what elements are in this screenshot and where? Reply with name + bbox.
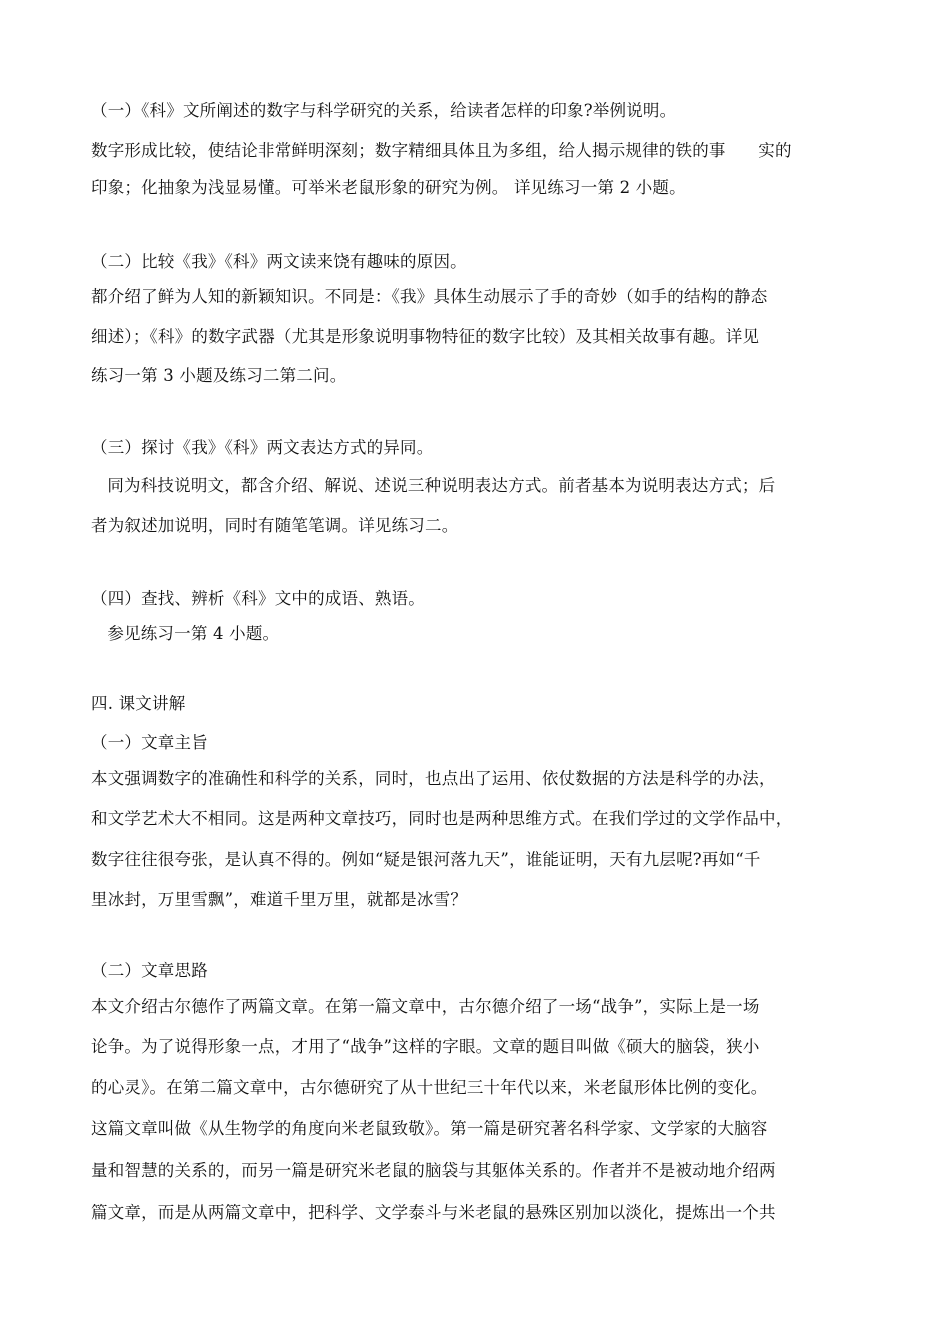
subsection-1-heading: （一）文章主旨 [91, 733, 208, 752]
section-4-line-1: 参见练习一第 4 小题。 [91, 624, 280, 643]
subsection-1-line-2: 和文学艺术大不相同。这是两种文章技巧，同时也是两种思维方式。在我们学过的文学作品中， [91, 809, 793, 828]
subsection-2-line-2: 论争。为了说得形象一点，才用了“战争”这样的字眼。文章的题目叫做《硕大的脑袋，狭小 [91, 1037, 760, 1056]
section-3-heading: （三）探讨《我》《科》两文表达方式的异同。 [91, 438, 434, 457]
section-3-line-1: 同为科技说明文，都含介绍、解说、述说三种说明表达方式。前者基本为说明表达方式；后 [91, 476, 776, 495]
subsection-2-heading: （二）文章思路 [91, 961, 208, 980]
subsection-1-line-3: 数字往往很夸张，是认真不得的。例如“疑是银河落九天”，谁能证明，天有九层呢?再如“千 [91, 850, 761, 869]
subsection-2-line-5: 量和智慧的关系的，而另一篇是研究米老鼠的脑袋与其躯体关系的。作者并不是被动地介绍两 [91, 1161, 776, 1180]
section-1-line-1: 数字形成比较，使结论非常鲜明深刻；数字精细具体且为多组，给人揭示规律的铁的事 实的 [91, 141, 792, 160]
section-3-line-2: 者为叙述加说明，同时有随笔笔调。详见练习二。 [91, 516, 459, 535]
part-4-title: 四. 课文讲解 [91, 694, 186, 713]
section-4-heading: （四）查找、辨析《科》文中的成语、熟语。 [91, 589, 425, 608]
subsection-1-line-1: 本文强调数字的准确性和科学的关系，同时，也点出了运用、依仗数据的方法是科学的办法， [91, 769, 776, 788]
section-2-line-2: 细述）；《科》的数字武器（尤其是形象说明事物特征的数字比较）及其相关故事有趣。详见 [91, 327, 760, 346]
section-1-line-2: 印象；化抽象为浅显易懂。可举米老鼠形象的研究为例。 详见练习一第 2 小题。 [91, 178, 686, 197]
subsection-1-line-4: 里冰封，万里雪飘”，难道千里万里，就都是冰雪？ [91, 890, 468, 909]
subsection-2-line-3: 的心灵》。在第二篇文章中，古尔德研究了从十世纪三十年代以来，米老鼠形体比例的变化。 [91, 1078, 768, 1097]
section-2-line-1: 都介绍了鲜为人知的新颖知识。不同是：《我》具体生动展示了手的奇妙（如手的结构的静态 [91, 287, 768, 306]
subsection-2-line-1: 本文介绍古尔德作了两篇文章。在第一篇文章中，古尔德介绍了一场“战争”，实际上是一场 [91, 997, 760, 1016]
section-2-line-3: 练习一第 3 小题及练习二第二问。 [91, 366, 347, 385]
section-2-heading: （二）比较《我》《科》两文读来饶有趣味的原因。 [91, 252, 467, 271]
subsection-2-line-6: 篇文章，而是从两篇文章中，把科学、文学泰斗与米老鼠的悬殊区别加以淡化，提炼出一个共 [91, 1203, 776, 1222]
subsection-2-line-4: 这篇文章叫做《从生物学的角度向米老鼠致敬》。第一篇是研究著名科学家、文学家的大脑容 [91, 1119, 768, 1138]
section-1-heading: （一）《科》文所阐述的数字与科学研究的关系，给读者怎样的印象?举例说明。 [91, 101, 677, 120]
